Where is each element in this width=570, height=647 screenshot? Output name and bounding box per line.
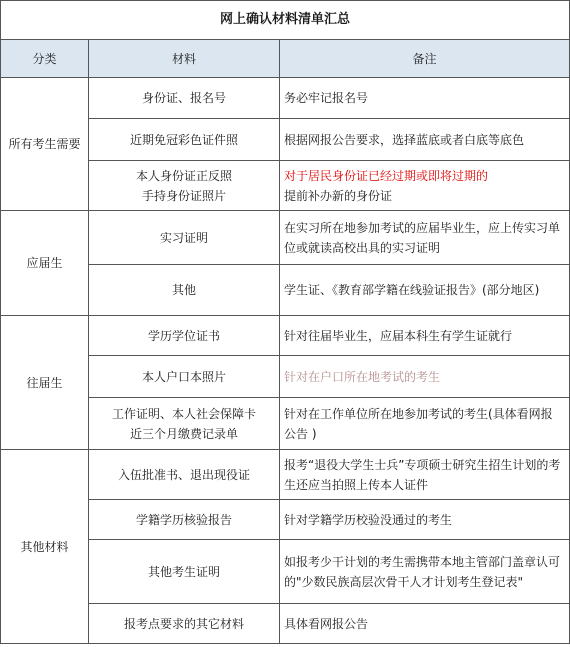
material-cell: 本人户口本照片 <box>89 356 280 398</box>
note-warning: 对于居民身份证已经过期或即将过期的 <box>284 168 489 183</box>
material-cell: 学籍学历核验报告 <box>89 500 280 540</box>
table-row <box>1 316 570 356</box>
note-line: 提前补办新的身份证 <box>284 188 393 203</box>
note-cell: 针对往届毕业生，应届本科生有学生证就行 <box>280 316 570 356</box>
material-cell <box>89 161 280 211</box>
material-cell: 身份证、报名号 <box>89 78 280 119</box>
material-line: 手持身份证照片 <box>141 188 226 203</box>
material-line: 本人身份证正反照 <box>135 168 232 183</box>
note-cell: 报考“退役大学生士兵”专项硕士研究生招生计划的考生还应当拍照上传本人证件 <box>280 450 570 500</box>
header-material: 材料 <box>89 40 280 78</box>
material-line: 近三个月缴费记录单 <box>129 426 238 441</box>
table-row <box>1 78 570 119</box>
table-row <box>1 450 570 500</box>
note-cell: 针对学籍学历校验没通过的考生 <box>280 500 570 540</box>
category-cell: 往届生 <box>1 316 89 450</box>
note-cell: 具体看网报公告 <box>280 604 570 644</box>
table-title: 网上确认材料清单汇总 <box>1 1 570 40</box>
material-cell: 学历学位证书 <box>89 316 280 356</box>
material-cell: 实习证明 <box>89 211 280 265</box>
note-cell: 针对在户口所在地考试的考生 <box>280 356 570 398</box>
table-row <box>1 211 570 265</box>
note-cell: 如报考少干计划的考生需携带本地主管部门盖章认可的"少数民族高层次骨干人才计划考生登记表" <box>280 540 570 604</box>
header-note: 备注 <box>280 40 570 78</box>
material-cell: 其他 <box>89 265 280 316</box>
material-cell: 入伍批准书、退出现役证 <box>89 450 280 500</box>
note-cell: 根据网报公告要求，选择蓝底或者白底等底色 <box>280 119 570 161</box>
material-cell: 报考点要求的其它材料 <box>89 604 280 644</box>
note-cell <box>280 161 570 211</box>
material-cell <box>89 398 280 450</box>
material-cell: 近期免冠彩色证件照 <box>89 119 280 161</box>
category-cell: 应届生 <box>1 211 89 316</box>
material-line: 工作证明、本人社会保障卡 <box>111 406 256 421</box>
note-cell: 学生证、《教育部学籍在线验证报告》(部分地区) <box>280 265 570 316</box>
material-cell: 其他考生证明 <box>89 540 280 604</box>
category-cell: 所有考生需要 <box>1 78 89 211</box>
note-cell: 在实习所在地参加考试的应届毕业生，应上传实习单位或就读高校出具的实习证明 <box>280 211 570 265</box>
note-cell: 针对在工作单位所在地参加考试的考生(具体看网报公告 ) <box>280 398 570 450</box>
category-cell: 其他材料 <box>1 450 89 644</box>
header-category: 分类 <box>1 40 89 78</box>
note-cell: 务必牢记报名号 <box>280 78 570 119</box>
